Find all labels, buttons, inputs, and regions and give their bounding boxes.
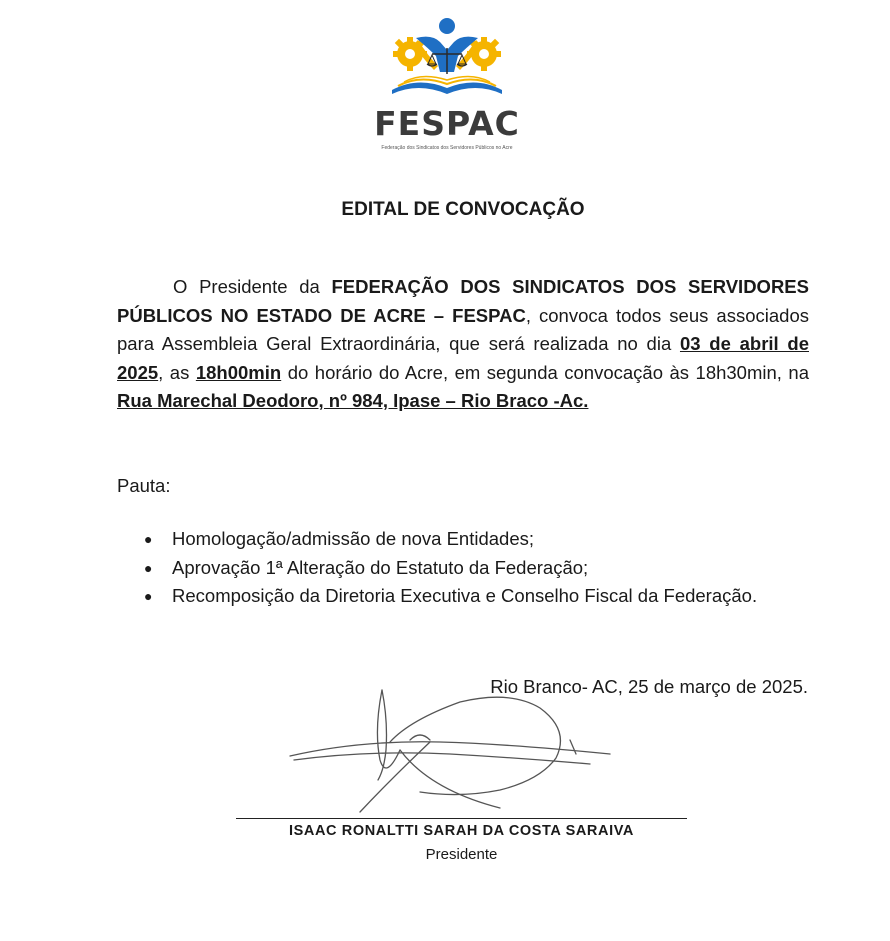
signature-line xyxy=(236,818,687,819)
bullet-icon: ● xyxy=(144,531,153,547)
federation-name: FEDERAÇÃO DOS SINDICATOS DOS SERVIDORES PÚBLICOS NO ESTADO DE ACRE – FESPAC xyxy=(117,276,809,326)
signer-role: Presidente xyxy=(425,846,498,863)
meeting-address: Rua Marechal Deodoro, nº 984, Ipase – Rio Braco -Ac. xyxy=(117,390,589,411)
para-text-1: O Presidente da xyxy=(173,276,332,297)
convocation-paragraph xyxy=(117,273,809,416)
bullet-icon: ● xyxy=(144,588,153,604)
agenda-item: ● Homologação/admissão de nova Entidades; xyxy=(117,525,809,554)
signer-name: ISAAC RONALTTI SARAH DA COSTA SARAIVA xyxy=(289,823,634,839)
bullet-icon: ● xyxy=(144,559,153,576)
logo-subtitle: Federação dos Sindicatos dos Servidores Públicos no Acre xyxy=(381,145,513,151)
agenda-item: ● Aprovação 1ª Alteração do Estatuto da Federação; xyxy=(117,554,809,583)
meeting-time: 18h00min xyxy=(195,361,282,383)
pauta-label: Pauta: xyxy=(117,475,171,496)
document-title: EDITAL DE CONVOCAÇÃO xyxy=(341,199,585,220)
para-text-3: , as xyxy=(158,361,196,383)
agenda-item: ● Recomposição da Diretoria Executiva e Conselho Fiscal da Federação. xyxy=(117,582,809,611)
place-date: Rio Branco- AC, 25 de março de 2025. xyxy=(490,676,808,697)
agenda-list xyxy=(117,525,809,611)
logo-emblem-icon xyxy=(358,8,536,108)
para-text-2: , convoca todos seus associados para Assembleia Geral Extraordinária, que será realizada no dia xyxy=(117,304,809,354)
logo-wordmark: FESPAC xyxy=(374,104,520,143)
meeting-date: 03 de abril de 2025 xyxy=(117,333,809,383)
fespac-logo xyxy=(358,8,536,168)
signature-icon xyxy=(270,680,630,830)
para-text-4: do horário do Acre, em segunda convocação às 18h30min, na xyxy=(281,361,809,383)
